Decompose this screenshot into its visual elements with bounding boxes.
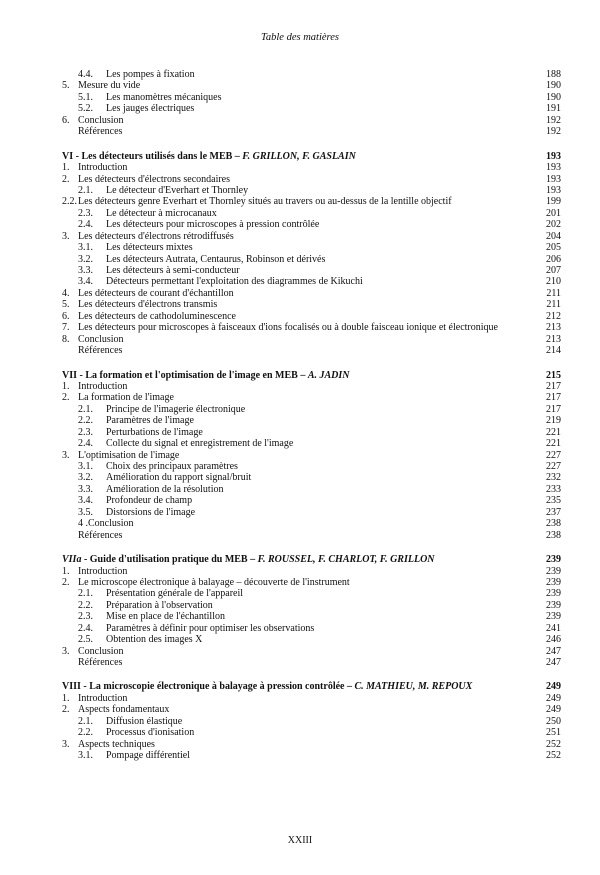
toc-entry-number: 2.1. — [78, 184, 93, 196]
toc-entry — [62, 254, 561, 265]
toc-entry-title: 4 .Conclusion — [78, 518, 134, 530]
toc-entry — [62, 265, 561, 276]
toc-entry — [62, 242, 561, 253]
toc-entry-page: 246 — [546, 634, 561, 646]
toc-entry-title: Le détecteur à microcanaux — [106, 207, 217, 219]
toc-entry — [62, 345, 561, 356]
toc-entry-number: 4. — [62, 287, 70, 299]
toc-entry-title: Introduction — [78, 565, 128, 577]
toc-entry-number: 2. — [62, 704, 70, 716]
toc-entry-page: 249 — [546, 692, 561, 704]
toc-entry-page: 211 — [546, 299, 561, 311]
toc-entry-title: Pompage différentiel — [106, 750, 190, 762]
chapter-heading — [62, 151, 561, 162]
toc-entry-page: 212 — [546, 310, 561, 322]
toc-entry-number: 3.4. — [78, 276, 93, 288]
toc-entry-number: 3.1. — [78, 750, 93, 762]
chapter-title: - La microscopie électronique à balayage à pression contrôlée – — [80, 681, 355, 693]
toc-entry — [62, 208, 561, 219]
toc-entry-title: Conclusion — [78, 114, 124, 126]
toc-entry — [62, 219, 561, 230]
toc-entry-page: 217 — [546, 403, 561, 415]
chapter-number: VI — [62, 150, 74, 162]
toc-entry-title: Les détecteurs genre Everhart et Thornley situés au travers ou au-dessus de la lentille objectif — [78, 196, 452, 208]
toc-entry-title: L'optimisation de l'image — [78, 449, 180, 461]
toc-entry — [62, 404, 561, 415]
toc-entry-page: 213 — [546, 333, 561, 345]
toc-entry — [62, 392, 561, 403]
toc-entry — [62, 69, 561, 80]
toc-entry-number: 2.4. — [78, 622, 93, 634]
toc-entry-page: 204 — [546, 230, 561, 242]
toc-entry-title: Profondeur de champ — [106, 495, 193, 507]
toc-entry-number: 1. — [62, 162, 70, 174]
toc-entry — [62, 611, 561, 622]
toc-entry-page: 210 — [546, 276, 561, 288]
toc-entry-number: 2.2. — [78, 727, 93, 739]
toc-entry-number: 2.3. — [78, 611, 93, 623]
chapter-page: 249 — [546, 681, 561, 693]
toc-entry — [62, 634, 561, 645]
toc-entry-page: 241 — [546, 622, 561, 634]
toc-entry-title: Références — [78, 345, 123, 357]
toc-entry — [62, 693, 561, 704]
toc-entry-title: Les détecteurs de courant d'échantillon — [78, 287, 234, 299]
toc-entry-title: Aspects techniques — [78, 738, 155, 750]
toc-entry-title: Les manomètres mécaniques — [106, 91, 222, 103]
toc-entry-page: 227 — [546, 449, 561, 461]
toc-entry — [62, 288, 561, 299]
toc-entry-number: 6. — [62, 114, 70, 126]
running-header: Table des matières — [261, 32, 339, 43]
toc-entry — [62, 507, 561, 518]
toc-entry-title: Les détecteurs pour microscopes à pression contrôlée — [106, 219, 320, 231]
toc-entry — [62, 174, 561, 185]
toc-entry — [62, 185, 561, 196]
toc-entry-number: 2.2. — [78, 599, 93, 611]
toc-entry-page: 232 — [546, 472, 561, 484]
toc-entry-title: Les détecteurs de cathodoluminescence — [78, 310, 236, 322]
toc-entry-title: Les détecteurs mixtes — [106, 242, 193, 254]
toc-entry — [62, 495, 561, 506]
toc-entry-number: 2.1. — [78, 403, 93, 415]
toc-entry-page: 250 — [546, 715, 561, 727]
chapter-title: - Guide d'utilisation pratique du MEB – — [81, 554, 258, 566]
toc-entry-number: 2. — [62, 173, 70, 185]
toc-entry-title: Les détecteurs d'électrons secondaires — [78, 173, 231, 185]
toc-entry-page: 219 — [546, 415, 561, 427]
toc-entry — [62, 311, 561, 322]
toc-entry — [62, 600, 561, 611]
toc-entry-title: Conclusion — [78, 645, 124, 657]
toc-entry-number: 2.4. — [78, 219, 93, 231]
toc-entry-page: 214 — [546, 345, 561, 357]
toc-entry-number: 2.1. — [78, 588, 93, 600]
toc-entry-page: 239 — [546, 588, 561, 600]
toc-entry — [62, 727, 561, 738]
toc-entry-page: 190 — [546, 91, 561, 103]
toc-entry-title: Principe de l'imagerie électronique — [106, 403, 246, 415]
chapter-title: - La formation et l'optimisation de l'image en MEB – — [77, 369, 308, 381]
toc-entry-title: Diffusion élastique — [106, 715, 183, 727]
toc-entry-number: 6. — [62, 310, 70, 322]
toc-entry-title: Paramètres de l'image — [106, 415, 194, 427]
toc-entry-page: 211 — [546, 287, 561, 299]
toc-entry-title: Le microscope électronique à balayage – découverte de l'instrument — [78, 576, 350, 588]
toc-entry-page: 252 — [546, 738, 561, 750]
chapter-page: 215 — [546, 369, 561, 381]
chapter-page: 193 — [546, 150, 561, 162]
toc-entry-title: Les détecteurs d'électrons transmis — [78, 299, 218, 311]
toc-entry-title: Les jauges électriques — [106, 103, 195, 115]
toc-entry — [62, 92, 561, 103]
toc-entry-page: 233 — [546, 483, 561, 495]
toc-entry — [62, 472, 561, 483]
toc-entry-page: 191 — [546, 103, 561, 115]
toc-entry — [62, 704, 561, 715]
toc-entry-title: Distorsions de l'image — [106, 506, 196, 518]
toc-entry — [62, 381, 561, 392]
toc-entry-title: Références — [78, 657, 123, 668]
toc-entry-title: Introduction — [78, 380, 128, 392]
toc-entry-number: 2.3. — [78, 207, 93, 219]
toc-entry-title: Références — [78, 126, 123, 138]
toc-entry-title: Les pompes à fixation — [106, 69, 195, 80]
toc-entry — [62, 80, 561, 91]
toc-entry-page: 238 — [546, 518, 561, 530]
toc-entry-number: 3. — [62, 449, 70, 461]
toc-entry-number: 2. — [62, 576, 70, 588]
toc-entry-title: Obtention des images X — [106, 634, 203, 646]
toc-entry-title: Présentation générale de l'appareil — [106, 588, 244, 600]
toc-entry-number: 5. — [62, 299, 70, 311]
toc-entry-title: Les détecteurs à semi-conducteur — [106, 265, 240, 276]
toc-entry-page: 247 — [546, 657, 561, 668]
toc-entry-page: 193 — [546, 173, 561, 185]
toc-entry — [62, 623, 561, 634]
toc-entry — [62, 415, 561, 426]
toc-entry — [62, 750, 561, 761]
toc-entry-page: 192 — [546, 126, 561, 138]
toc-entry-title: Références — [78, 529, 123, 541]
toc-entry — [62, 657, 561, 668]
chapter-heading — [62, 554, 561, 565]
toc-entry-number: 3.4. — [78, 495, 93, 507]
toc-entry — [62, 646, 561, 657]
toc-entry-number: 3. — [62, 738, 70, 750]
toc-entry-page: 207 — [546, 265, 561, 276]
toc-entry-page: 237 — [546, 506, 561, 518]
toc-entry-number: 3.2. — [78, 472, 93, 484]
toc-entry-title: Choix des principaux paramètres — [106, 461, 238, 472]
toc-entry-page: 221 — [546, 426, 561, 438]
toc-entry-title: Le détecteur d'Everhart et Thornley — [106, 184, 249, 196]
toc-entry-number: 2. — [62, 392, 70, 404]
toc-entry-number: 8. — [62, 333, 70, 345]
toc-entry — [62, 566, 561, 577]
toc-entry — [62, 276, 561, 287]
toc-entry-title: Les détecteurs Autrata, Centaurus, Robinson et dérivés — [106, 253, 326, 265]
toc-entry-title: Paramètres à définir pour optimiser les observations — [106, 622, 315, 634]
chapter-number: VII — [62, 369, 78, 381]
chapter-heading-text — [62, 151, 546, 162]
chapter-authors: C. MATHIEU, M. REPOUX — [354, 681, 473, 693]
toc-entry-title: Collecte du signal et enregistrement de l'image — [106, 438, 294, 450]
toc-entry — [62, 322, 561, 333]
toc-entry-number: 3.3. — [78, 265, 93, 276]
toc-entry — [62, 103, 561, 114]
toc-entry-page: 192 — [546, 114, 561, 126]
toc-entry — [62, 438, 561, 449]
toc-entry-page: 247 — [546, 645, 561, 657]
toc-entry-title: Mise en place de l'échantillon — [106, 611, 225, 623]
toc-entry — [62, 115, 561, 126]
toc-entry-number: 5.1. — [78, 91, 93, 103]
toc-entry-number: 4.4. — [78, 69, 93, 80]
toc-entry — [62, 518, 561, 529]
toc-entry-title: Introduction — [78, 692, 128, 704]
toc-entry-number: 2.2. — [62, 196, 77, 208]
toc-entry — [62, 716, 561, 727]
toc-entry-number: 3.3. — [78, 483, 93, 495]
toc-entry-page: 239 — [546, 576, 561, 588]
table-of-contents — [62, 69, 561, 762]
toc-entry-page: 239 — [546, 565, 561, 577]
toc-entry-title: Processus d'ionisation — [106, 727, 195, 739]
toc-entry — [62, 739, 561, 750]
toc-entry-number: 1. — [62, 380, 70, 392]
chapter-title: - Les détecteurs utilisés dans le MEB – — [73, 150, 243, 162]
chapter-heading-text — [62, 554, 546, 565]
toc-entry-number: 2.3. — [78, 426, 93, 438]
toc-entry-number: 5.2. — [78, 103, 93, 115]
toc-entry-title: Amélioration du rapport signal/bruit — [106, 472, 252, 484]
chapter-heading — [62, 370, 561, 381]
toc-entry-number: 7. — [62, 322, 70, 334]
toc-entry-page: 205 — [546, 242, 561, 254]
toc-entry — [62, 450, 561, 461]
toc-entry — [62, 231, 561, 242]
toc-entry-number: 1. — [62, 692, 70, 704]
chapter-authors: F. ROUSSEL, F. CHARLOT, F. GRILLON — [257, 554, 435, 566]
toc-entry-title: Amélioration de la résolution — [106, 483, 224, 495]
chapter-heading-text — [62, 370, 546, 381]
toc-entry-number: 2.2. — [78, 415, 93, 427]
toc-entry-number: 3.1. — [78, 242, 93, 254]
chapter-heading-text — [62, 681, 546, 692]
toc-entry-page: 213 — [546, 322, 561, 334]
toc-entry — [62, 126, 561, 137]
page-number: XXIII — [287, 835, 313, 846]
toc-entry-page: 217 — [546, 380, 561, 392]
toc-entry-page: 227 — [546, 461, 561, 472]
toc-entry-title: Préparation à l'observation — [106, 599, 213, 611]
toc-entry-page: 217 — [546, 392, 561, 404]
toc-entry-number: 2.1. — [78, 715, 93, 727]
toc-entry — [62, 530, 561, 541]
toc-entry — [62, 427, 561, 438]
chapter-heading — [62, 681, 561, 692]
chapter-authors: A. JADIN — [307, 369, 350, 381]
toc-entry-page: 239 — [546, 611, 561, 623]
toc-entry-number: 3.2. — [78, 253, 93, 265]
toc-entry — [62, 162, 561, 173]
toc-entry-number: 2.4. — [78, 438, 93, 450]
toc-entry-page: 238 — [546, 529, 561, 541]
toc-entry-title: La formation de l'image — [78, 392, 174, 404]
toc-entry-title: Conclusion — [78, 333, 124, 345]
toc-entry-title: Détecteurs permettant l'exploitation des diagrammes de Kikuchi — [106, 276, 363, 288]
toc-entry-number: 3.5. — [78, 506, 93, 518]
toc-entry — [62, 484, 561, 495]
toc-entry-page: 188 — [546, 69, 561, 80]
toc-entry-number: 3. — [62, 230, 70, 242]
toc-entry-page: 193 — [546, 184, 561, 196]
toc-entry-page: 221 — [546, 438, 561, 450]
toc-entry-page: 199 — [546, 196, 561, 208]
chapter-page: 239 — [546, 554, 561, 566]
toc-entry-number: 3.1. — [78, 461, 93, 472]
toc-entry-page: 249 — [546, 704, 561, 716]
chapter-number: VIIa — [62, 554, 82, 566]
toc-entry-page: 190 — [546, 80, 561, 92]
toc-entry-page: 201 — [546, 207, 561, 219]
toc-entry-page: 202 — [546, 219, 561, 231]
toc-entry-page: 251 — [546, 727, 561, 739]
toc-entry — [62, 196, 561, 207]
toc-entry — [62, 577, 561, 588]
toc-entry-title: Introduction — [78, 162, 128, 174]
toc-entry-page: 193 — [546, 162, 561, 174]
toc-entry-title: Perturbations de l'image — [106, 426, 203, 438]
toc-entry-title: Aspects fondamentaux — [78, 704, 170, 716]
toc-entry-number: 2.5. — [78, 634, 93, 646]
toc-entry-number: 1. — [62, 565, 70, 577]
toc-entry-page: 239 — [546, 599, 561, 611]
toc-entry-number: 3. — [62, 645, 70, 657]
toc-entry — [62, 588, 561, 599]
toc-entry-page: 206 — [546, 253, 561, 265]
toc-entry-title: Mesure du vide — [78, 80, 141, 92]
toc-entry-page: 235 — [546, 495, 561, 507]
toc-entry-number: 5. — [62, 80, 70, 92]
toc-entry — [62, 299, 561, 310]
toc-entry-page: 252 — [546, 750, 561, 762]
toc-entry — [62, 334, 561, 345]
toc-entry — [62, 461, 561, 472]
toc-entry-title: Les détecteurs d'électrons rétrodiffusés — [78, 230, 234, 242]
toc-entry-title: Les détecteurs pour microscopes à faisceaux d'ions focalisés ou à double faisceau ionique et électronique — [78, 322, 498, 334]
chapter-authors: F. GRILLON, F. GASLAIN — [242, 150, 356, 162]
chapter-number: VIII — [62, 681, 81, 693]
